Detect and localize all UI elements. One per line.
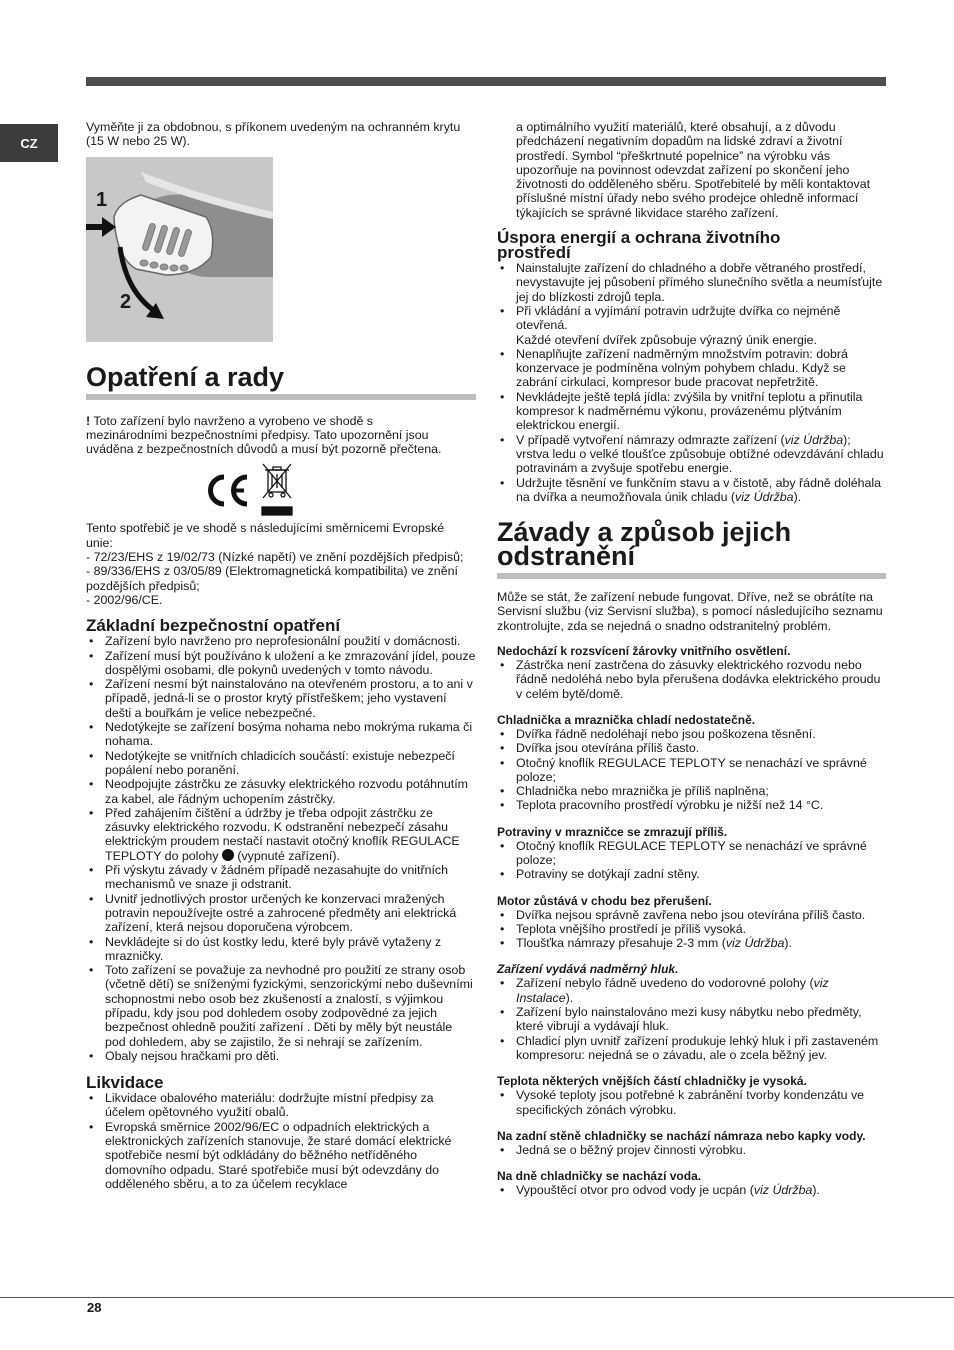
warning-text: Toto zařízení bylo navrženo a vyrobeno ve shodě s mezinárodními bezpečnostními předpisy. Tato upozornění jsou uváděna z bezpečnostních důvodů a musí být pozorně přečtena. xyxy=(86,413,442,457)
list-item-text: ); vrstva ledu o velké tloušťce způsobuje obtížné odevzdávání chladu potravinám a zvyšuje spotřebu energie. xyxy=(516,432,884,476)
energy-list xyxy=(497,261,887,504)
list-item-text: Zařízení nebylo řádně uvedeno do vodorovné polohy ( xyxy=(516,976,814,991)
section-title-troubleshooting: Závady a způsob jejich odstranění xyxy=(497,520,886,579)
language-tab: CZ xyxy=(0,124,58,162)
directive-line: Tento spotřebič je ve shodě s následujícími směrnicemi Evropské unie: xyxy=(86,521,445,550)
list-item: • Neodpojujte zástrčku ze zásuvky elektrického rozvodu potáhnutím za kabel, ale řádným uchopením zástrčky. xyxy=(86,777,476,806)
page-number: 28 xyxy=(87,1300,102,1315)
list-item xyxy=(497,867,887,881)
problem-title: Zařízení vydává nadměrný hluk. xyxy=(497,962,679,977)
list-item xyxy=(497,936,887,950)
solution-list xyxy=(497,727,887,813)
list-item xyxy=(497,976,887,1005)
disposal-list xyxy=(86,1091,476,1191)
list-item-text: ). xyxy=(784,936,792,951)
disposal-continued: a optimálního využití materiálů, které obsahují, a z důvodu předcházení negativním dopadům na lidské zdraví a životní prostředí. Symbol “přeškrtnuté popelnice” na výrobku vás upozorňuje na povinnost odevzdat zařízení po skončení jeho životnosti do odděleného sběru. Spotřebitelé by měli kontaktovat příslušné místní úřady nebo svého prodejce ohledně informací týkajících se správné likvidace starého zařízení. xyxy=(516,120,871,220)
safety-heading: Základní bezpečnostní opatření xyxy=(86,616,341,636)
list-item-note: Každé otevření dvířek způsobuje výrazný únik energie. xyxy=(516,332,817,347)
list-item: • Zařízení nesmí být nainstalováno na otevřeném prostoru, a to ani v případě, jedná-li se o prostor krytý přístřeškem; jeho vystavení dešti a bouřkám je velice nebezpečné. xyxy=(86,677,476,720)
solution-list xyxy=(497,658,887,701)
list-item xyxy=(497,1143,887,1157)
list-item: • Evropská směrnice 2002/96/EC o odpadních elektrických a elektronických zařízeních stanovuje, že staré domácí elektrické spotřebiče nesmí být odkládány do běžného netříděného domovního odpadu. Staré spotřebiče musí být odevzdány do odděleného sběru, a to za účelem recyklace xyxy=(86,1120,476,1191)
list-item-text: Vysoké teploty jsou potřebné k zabránění tvorby kondenzátu ve specifických zónách výrobku. xyxy=(516,1088,865,1117)
disposal-heading: Likvidace xyxy=(86,1073,164,1093)
reference-link: viz Údržba xyxy=(725,936,785,951)
list-item-text: Tloušťka námrazy přesahuje 2-3 mm ( xyxy=(516,936,726,951)
list-item-text: ). xyxy=(812,1183,820,1198)
list-item xyxy=(497,1183,887,1197)
list-item-text: Teplota vnějšího prostředí je příliš vysoká. xyxy=(516,921,747,936)
list-item xyxy=(497,1005,887,1034)
list-item-text: Zařízení bylo nainstalováno mezi kusy nábytku nebo předměty, které vibrují a vydávají hluk. xyxy=(516,1005,862,1034)
list-item: • Při výskytu závady v žádném případě nezasahujte do vnitřních mechanismů ve snaze ji odstranit. xyxy=(86,863,476,892)
list-item: • Nedotýkejte se zařízení bosýma nohama nebo mokrýma rukama či nohama. xyxy=(86,720,476,749)
list-item-tail: (vypnuté zařízení). xyxy=(233,848,340,863)
reference-link: viz Údržba xyxy=(784,432,844,447)
list-item: • Nedotýkejte se vnitřních chladicích součástí: existuje nebezpečí popálení nebo poranění. xyxy=(86,749,476,778)
list-item-text: Udržujte těsnění ve funkčním stavu a v čistotě, aby řádně doléhala na dvířka a neumožňovala únik chladu ( xyxy=(516,475,882,504)
warning-paragraph xyxy=(86,414,451,457)
solution-list xyxy=(497,1143,887,1157)
right-column xyxy=(497,120,887,1197)
problem-title: Chladnička a mraznička chladí nedostatečně. xyxy=(497,712,756,727)
ce-mark-icon xyxy=(200,462,300,518)
lamp-cover-illustration xyxy=(86,157,273,342)
list-item-text: Zástrčka není zastrčena do zásuvky elektrického rozvodu nebo řádně nedoléhá nebo byla přerušena dodávka elektrického proudu v celém bytě/domě. xyxy=(516,658,881,701)
reference-link: viz Instalace xyxy=(516,976,829,1005)
list-item: • Likvidace obalového materiálu: dodržujte místní předpisy za účelem opětovného využití obalů. xyxy=(86,1091,476,1120)
list-item xyxy=(497,756,887,785)
solution-list xyxy=(497,976,887,1062)
warning-mark: ! xyxy=(86,413,91,428)
off-position-icon xyxy=(222,849,234,861)
list-item xyxy=(497,922,887,936)
list-item-text: Teplota pracovního prostředí výrobku je nižší než 14 °C. xyxy=(516,798,824,813)
list-item-text: V případě vytvoření námrazy odmrazte zařízení ( xyxy=(516,432,785,447)
reference-link: viz Údržba xyxy=(753,1183,813,1198)
directive-line: - 89/336/EHS z 03/05/89 (Elektromagnetická kompatibilita) ve znění pozdějších předpisů; xyxy=(86,564,458,593)
list-item xyxy=(497,839,887,868)
list-item-text: Při vkládání a vyjímání potravin udržujte dvířka co nejméně otevřená. xyxy=(516,303,841,333)
list-item: • Nevkládejte ještě teplá jídla: zvýšila by vnitřní teplotu a přinutila kompresor k nadměrnému výkonu, provázenému plýtváním elektrickou energií. xyxy=(497,390,887,433)
list-item xyxy=(497,727,887,741)
bulb-replace-text: Vyměňte ji za obdobnou, s příkonem uvedeným na ochranném krytu (15 W nebo 25 W). xyxy=(86,120,461,149)
problem-title: Motor zůstává v chodu bez přerušení. xyxy=(497,893,712,908)
list-item: • Zařízení bylo navrženo pro neprofesionální použití v domácnosti. xyxy=(86,634,476,648)
list-item-text: ). xyxy=(793,489,802,504)
left-column xyxy=(86,120,476,1191)
footer-rule xyxy=(0,1297,954,1298)
list-item xyxy=(497,798,887,812)
step-2-label: 2 xyxy=(120,290,132,313)
list-item xyxy=(497,908,887,922)
step-1-label: 1 xyxy=(96,188,108,211)
list-item xyxy=(497,1034,887,1063)
safety-list xyxy=(86,634,476,1063)
list-item xyxy=(86,806,476,863)
list-item-text: Dvířka řádně nedoléhají nebo jsou poškozena těsnění. xyxy=(516,726,816,741)
list-item xyxy=(497,784,887,798)
list-item-text: Jedná se o běžný projev činnosti výrobku. xyxy=(516,1142,747,1157)
conformity-marks xyxy=(200,462,476,518)
list-item: • Uvnitř jednotlivých prostor určených ke konzervaci mražených potravin nepoužívejte ostré a zahrocené předměty ani elektrická zařízení, která nejsou doporučena výrobcem. xyxy=(86,892,476,935)
solution-list xyxy=(497,1088,887,1117)
solution-list xyxy=(497,908,887,951)
troubleshooting-intro: Může se stát, že zařízení nebude fungovat. Dříve, než se obrátíte na Servisní službu (viz Servisní služba), s pomocí následujícího seznamu zkontrolujte, zda se nejedná o snadno odstranitelný problém. xyxy=(497,590,883,633)
section-title-precautions: Opatření a rady xyxy=(86,365,476,400)
list-item xyxy=(497,476,887,505)
list-item xyxy=(497,1088,887,1117)
problem-title: Na zadní stěně chladničky se nachází námraza nebo kapky vody. xyxy=(497,1128,866,1143)
list-item: • Nevkládejte si do úst kostky ledu, které byly právě vytaženy z mrazničky. xyxy=(86,935,476,964)
list-item: • Toto zařízení se považuje za nevhodné pro použití ze strany osob (včetně dětí) se sníženými fyzickými, senzorickými nebo duševními schopnostmi nebo osob bez zkušeností a znalostí, s výjimkou případu, kdy jsou pod dohledem osoby zodpovědné za jejich bezpečnost ohledně použití zařízení . Děti by měly být neustále pod dohledem, aby se zajistilo, že si nehrají se zařízením. xyxy=(86,963,476,1049)
problem-title: Teplota některých vnějších částí chladničky je vysoká. xyxy=(497,1074,807,1089)
list-item-text: Dvířka jsou otevírána příliš často. xyxy=(516,741,700,756)
list-item-text: Chladnička nebo mraznička je příliš naplněna; xyxy=(516,784,769,799)
problem-title: Na dně chladničky se nachází voda. xyxy=(497,1169,702,1184)
problem-title: Potraviny v mrazničce se zmrazují příliš. xyxy=(497,824,728,839)
list-item: • Nainstalujte zařízení do chladného a dobře větraného prostředí, nevystavujte jej působení přímého slunečního světla a neumísťujte jej do blízkosti zdrojů tepla. xyxy=(497,261,887,304)
lamp-cover-photo xyxy=(86,157,273,342)
top-rule xyxy=(86,77,886,86)
eu-directives xyxy=(86,521,466,607)
list-item: • Obaly nejsou hračkami pro děti. xyxy=(86,1049,476,1063)
list-item: • Nenaplňujte zařízení nadměrným množstvím potravin: dobrá konzervace je podmíněna volným pohybem chladu. Když se zabrání cirkulaci, kompresor bude pracovat nepřetržitě. xyxy=(497,347,887,390)
list-item xyxy=(497,433,887,476)
directive-line: - 72/23/EHS z 19/02/73 (Nízké napětí) ve znění pozdějších předpisů; xyxy=(86,550,464,565)
reference-link: viz Údržba xyxy=(735,489,794,504)
problem-list xyxy=(497,644,887,1197)
list-item-text: Otočný knoflík REGULACE TEPLOTY se nenachází ve správné poloze; xyxy=(516,838,867,867)
list-item xyxy=(497,741,887,755)
list-item xyxy=(497,304,887,347)
list-item-text: Otočný knoflík REGULACE TEPLOTY se nenachází ve správné poloze; xyxy=(516,755,867,784)
directive-line: - 2002/96/CE. xyxy=(86,592,163,607)
list-item-text: Před zahájením čištění a údržby je třeba odpojit zástrčku ze zásuvky elektrického rozvodu. K odstranění nebezpečí zásahu elektrickým proudem nestačí nastavit otočný knoflík REGULACE TEPLOTY do polohy xyxy=(105,805,460,863)
list-item-text: Dvířka nejsou správně zavřena nebo jsou otevírána příliš často. xyxy=(516,907,866,922)
solution-list xyxy=(497,1183,887,1197)
energy-heading: Úspora energií a ochrana životního prostředí xyxy=(497,228,781,263)
list-item-text: Chladicí plyn uvnitř zařízení produkuje lehký hluk i při zastaveném kompresoru: nejedná se o závadu, ale o zcela běžný jev. xyxy=(516,1033,879,1062)
list-item xyxy=(497,658,887,701)
list-item-text: Vypouštěcí otvor pro odvod vody je ucpán ( xyxy=(516,1183,754,1198)
list-item-text: Potraviny se dotýkají zadní stěny. xyxy=(516,867,700,882)
list-item-text: ). xyxy=(565,990,574,1005)
solution-list xyxy=(497,839,887,882)
problem-title: Nedochází k rozsvícení žárovky vnitřního osvětlení. xyxy=(497,644,791,659)
list-item: • Zařízení musí být používáno k uložení a ke zmrazování jídel, pouze dospělými osobami, dle pokynů uvedených v tomto návodu. xyxy=(86,649,476,678)
